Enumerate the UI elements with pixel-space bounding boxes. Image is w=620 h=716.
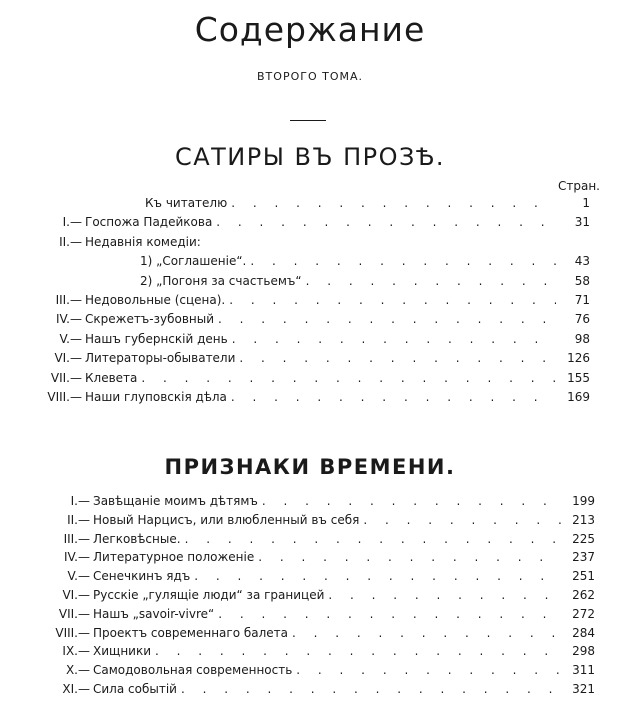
toc-entry (0, 252, 620, 271)
toc-section-signs-of-time (0, 492, 620, 699)
toc-entry-title: Госпожа Падейкова (85, 215, 213, 230)
toc-entry (0, 586, 620, 605)
toc-leader-dots (235, 349, 556, 368)
toc-entry-number: III.— (63, 531, 90, 546)
toc-leader-dots (151, 642, 561, 661)
toc-leader-dots (227, 388, 556, 407)
toc-leader-dots (288, 624, 561, 643)
toc-leader-dots (190, 567, 561, 586)
toc-entry-page: 272 (572, 606, 595, 621)
toc-entry-title: 2) „Погоня за счастьемъ“ (140, 273, 302, 288)
toc-entry-page: 321 (572, 681, 595, 696)
toc-entry-number: X.— (65, 663, 90, 678)
toc-entry (0, 530, 620, 549)
toc-entry-page: 298 (572, 644, 595, 659)
toc-entry-number: V.— (67, 569, 90, 584)
toc-leader-dots (177, 680, 561, 699)
toc-entry-number: III.— (55, 292, 82, 307)
toc-entry-title: Къ читателю (145, 196, 228, 210)
toc-entry-title: Наши глуповскія дѣла (85, 389, 227, 404)
toc-entry-title: Нашъ губернскій день (85, 331, 228, 346)
toc-entry (0, 511, 620, 530)
toc-leader-dots (214, 605, 561, 624)
toc-leader-dots (225, 291, 556, 310)
toc-entry-number: VI.— (54, 351, 82, 366)
toc-entry-title: Нашъ „savoir-vivre“ (93, 606, 215, 621)
section-title-signs-of-time: ПРИЗНАКИ ВРЕМЕНИ. (164, 455, 456, 479)
toc-entry-page: 98 (574, 331, 590, 346)
toc-entry (0, 233, 620, 252)
toc-entry-number: I.— (70, 494, 90, 508)
toc-entry-page: 213 (572, 512, 595, 527)
toc-leader-dots (302, 272, 556, 291)
toc-leader-dots (246, 252, 556, 271)
toc-entry-page: 43 (574, 254, 590, 269)
toc-entry (0, 567, 620, 586)
toc-entry-title: Недовольные (сцена). (85, 292, 226, 307)
toc-entry (0, 369, 620, 388)
toc-entry (0, 349, 620, 368)
toc-leader-dots (214, 310, 556, 329)
toc-entry-number: IX.— (62, 644, 90, 659)
toc-entry (0, 330, 620, 349)
toc-entry-page: 169 (567, 389, 590, 404)
toc-entry-title: Завѣщаніе моимъ дѣтямъ (93, 494, 258, 508)
toc-entry-number: VII.— (58, 606, 90, 621)
toc-entry-title: Сенечкинъ ядъ (93, 569, 191, 584)
toc-leader-dots (212, 213, 556, 232)
toc-entry-number: II.— (67, 512, 90, 527)
toc-entry (0, 548, 620, 567)
toc-entry-title: Проектъ современнаго балета (93, 625, 288, 640)
toc-entry (0, 272, 620, 291)
toc-entry-number: XI.— (62, 681, 90, 696)
toc-entry-number: I.— (62, 215, 82, 230)
toc-leader-dots (228, 330, 556, 349)
toc-entry-number: IV.— (63, 550, 90, 565)
toc-entry-title: Недавнія комедіи: (85, 234, 201, 249)
toc-entry-title: 1) „Соглашеніе“. (140, 254, 247, 269)
toc-leader-dots (137, 369, 556, 388)
toc-entry (0, 310, 620, 329)
toc-entry-title: Скрежетъ-зубовный (85, 312, 215, 327)
toc-entry-title: Литературное положеніе (93, 550, 255, 565)
toc-entry (0, 194, 620, 213)
toc-entry (0, 388, 620, 407)
toc-entry-page: 126 (567, 351, 590, 366)
toc-entry-page: 251 (572, 569, 595, 584)
toc-leader-dots (254, 548, 561, 567)
toc-leader-dots (258, 492, 561, 511)
toc-entry-number: II.— (59, 234, 82, 249)
toc-entry (0, 213, 620, 232)
toc-entry-number: V.— (59, 331, 82, 346)
toc-entry-page: 31 (574, 215, 590, 230)
toc-entry-number: VIII.— (47, 389, 82, 404)
toc-entry-number: VI.— (62, 587, 90, 602)
toc-leader-dots (181, 530, 561, 549)
toc-entry (0, 642, 620, 661)
toc-entry-page: 311 (572, 663, 595, 678)
toc-entry-page: 284 (572, 625, 595, 640)
toc-entry-title: Русскіе „гулящіе люди“ за границей (93, 587, 325, 602)
toc-section-satires (0, 194, 620, 407)
toc-entry-title: Новый Нарцисъ, или влюбленный въ себя (93, 512, 360, 527)
toc-entry-title: Легковѣсные. (93, 531, 181, 546)
toc-entry-title: Самодовольная современность (93, 663, 293, 678)
toc-leader-dots (359, 511, 561, 530)
toc-entry (0, 605, 620, 624)
toc-entry-page: 155 (567, 370, 590, 385)
toc-entry-title: Клевета (85, 370, 138, 385)
toc-entry (0, 661, 620, 680)
toc-entry (0, 680, 620, 699)
toc-entry-page: 71 (574, 292, 590, 307)
toc-leader-dots (227, 194, 556, 213)
toc-leader-dots (324, 586, 561, 605)
toc-entry-page: 262 (572, 587, 595, 602)
toc-entry-page: 1 (582, 196, 590, 210)
section-title-satires: САТИРЫ ВЪ ПРОЗѢ. (174, 143, 446, 171)
toc-entry-page: 58 (574, 273, 590, 288)
toc-entry-page: 199 (572, 494, 595, 508)
toc-entry-title: Литераторы-обыватели (85, 351, 236, 366)
toc-entry (0, 291, 620, 310)
toc-entry-title: Хищники (93, 644, 152, 659)
toc-entry-number: VIII.— (55, 625, 90, 640)
page-column-heading: Стран. (558, 179, 600, 193)
toc-leader-dots (292, 661, 561, 680)
divider-rule (290, 120, 326, 121)
page-subtitle: ВТОРОГО ТОМА. (257, 70, 363, 83)
toc-entry-page: 225 (572, 531, 595, 546)
toc-entry-page: 76 (574, 312, 590, 327)
toc-entry-page: 237 (572, 550, 595, 565)
toc-entry-number: IV.— (55, 312, 82, 327)
page-title: Содержание (194, 10, 426, 49)
toc-entry (0, 624, 620, 643)
toc-entry (0, 492, 620, 511)
toc-entry-number: VII.— (50, 370, 82, 385)
toc-entry-title: Сила событій (93, 681, 177, 696)
